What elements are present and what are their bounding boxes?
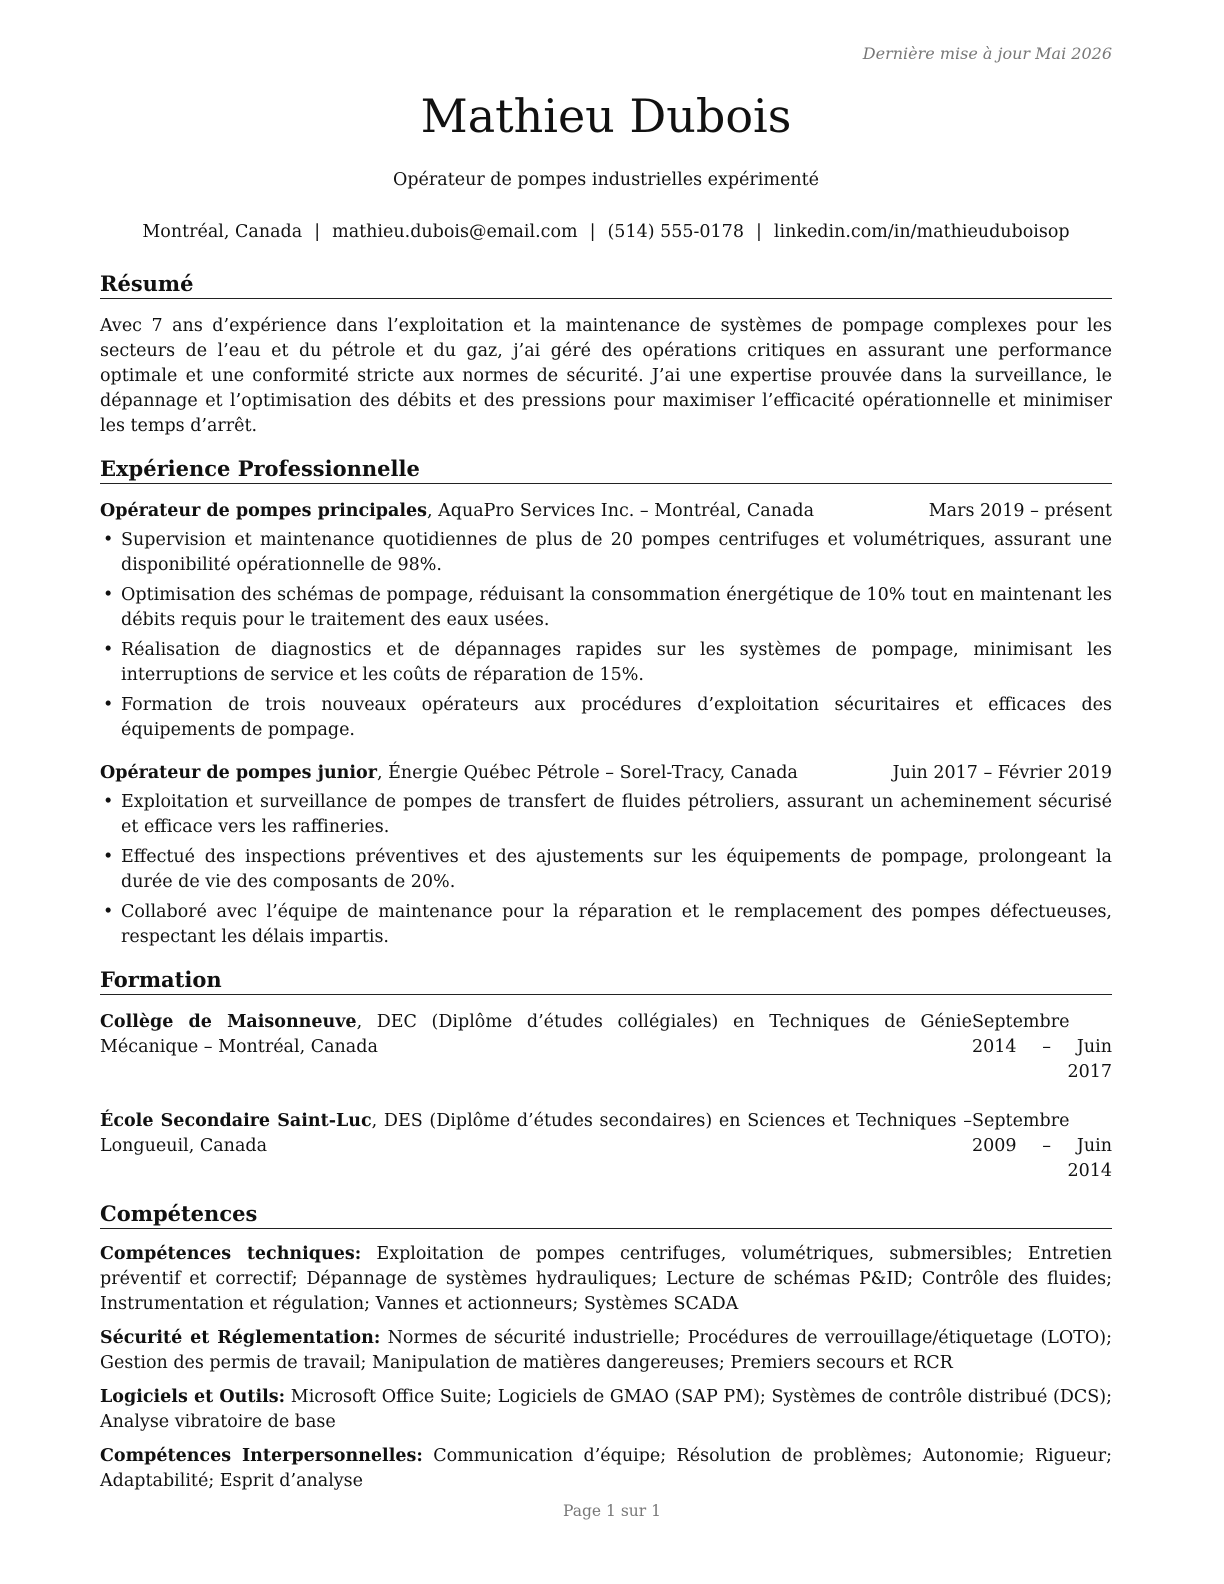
skill-group xyxy=(100,1385,1112,1435)
last-updated-date: Dernière mise à jour Mai 2026 xyxy=(862,44,1112,63)
job-bullet-text: Réalisation de diagnostics et de dépannages rapides sur les systèmes de pompage, minimisant les interruptions de service et les coûts de réparation de 15%. xyxy=(121,640,1112,685)
skill-group-label: Sécurité et Réglementation: xyxy=(100,1328,381,1348)
skill-group xyxy=(100,1242,1112,1317)
job-bullet xyxy=(100,528,1112,578)
job-bullet-text: Exploitation et surveillance de pompes de transfert de fluides pétroliers, assurant un acheminement sécurisé et efficace vers les raffineries. xyxy=(121,792,1112,837)
section-title-skills: Compétences xyxy=(100,1200,1112,1229)
job-bullet-text: Supervision et maintenance quotidiennes de plus de 20 pompes centrifuges et volumétriques, assurant une disponibilité opérationnelle de 98%. xyxy=(121,530,1112,575)
job-bullets xyxy=(100,528,1112,743)
education-entry xyxy=(100,1109,1112,1184)
job-header xyxy=(100,761,1112,786)
job-bullet-text: Effectué des inspections préventives et des ajustements sur les équipements de pompage, prolongeant la durée de vie des composants de 20%. xyxy=(121,847,1112,892)
section-title-education: Formation xyxy=(100,966,1112,995)
candidate-tagline: Opérateur de pompes industrielles expérimenté xyxy=(393,170,819,190)
section-title-summary: Résumé xyxy=(100,270,1112,299)
skill-group-text: Exploitation de pompes centrifuges, volumétriques, submersibles; Entretien préventif et correctif; Dépannage de systèmes hydrauliques; Lecture de schémas P&ID; Contrôle des fluides; Instrumentation et régulation; Vannes et actionneurs; Systèmes SCADA xyxy=(100,1244,1112,1314)
bullet-icon: • xyxy=(103,530,114,550)
bullet-icon: • xyxy=(103,847,114,867)
skill-group-label: Compétences techniques: xyxy=(100,1244,362,1264)
job-dates: Mars 2019 – présent xyxy=(928,501,1112,521)
skill-group-label: Compétences Interpersonnelles: xyxy=(100,1446,423,1466)
job-role: Opérateur de pompes principales xyxy=(100,501,427,521)
resume-content xyxy=(100,270,1112,1494)
education-school: Collège de Maisonneuve xyxy=(100,1012,357,1032)
contact-email[interactable]: mathieu.dubois@email.com xyxy=(332,222,578,242)
job-dates: Juin 2017 – Février 2019 xyxy=(892,763,1112,783)
contact-phone: (514) 555-0178 xyxy=(607,222,744,242)
education-description xyxy=(100,1010,972,1085)
job-bullet xyxy=(100,693,1112,743)
bullet-icon: • xyxy=(103,640,114,660)
education-description xyxy=(100,1109,972,1184)
job-header xyxy=(100,499,1112,524)
education-details: , DES (Diplôme d’études secondaires) en Sciences et Techniques – Longueuil, Canada xyxy=(100,1111,972,1156)
job-role-company xyxy=(100,761,798,786)
job-bullet-text: Optimisation des schémas de pompage, réduisant la consommation énergétique de 10% tout en maintenant les débits requis pour le traitement des eaux usées. xyxy=(121,585,1112,630)
bullet-icon: • xyxy=(103,695,114,715)
education-dates: Septembre 2009 – Juin 2014 xyxy=(972,1111,1112,1181)
skills-section xyxy=(100,1200,1112,1494)
job-bullets xyxy=(100,790,1112,950)
job-role-company xyxy=(100,499,814,524)
summary-text: Avec 7 ans d’expérience dans l’exploitation et la maintenance de systèmes de pompage complexes pour les secteurs de l’eau et du pétrole et du gaz, j’ai géré des opérations critiques en assurant une performance optimale et une conformité stricte aux normes de sécurité. J’ai une expertise prouvée dans la surveillance, le dépannage et l’optimisation des débits et des pressions pour maximiser l’efficacité opérationnelle et minimiser les temps d’arrêt. xyxy=(100,316,1112,436)
education-details: , DEC (Diplôme d’études collégiales) en Techniques de Génie Mécanique – Montréal, Canada xyxy=(100,1012,973,1057)
skill-group-text: Communication d’équipe; Résolution de problèmes; Autonomie; Rigueur; Adaptabilité; Esprit d’analyse xyxy=(100,1446,1113,1491)
skill-group-text: Microsoft Office Suite; Logiciels de GMAO (SAP PM); Systèmes de contrôle distribué (DCS); Analyse vibratoire de base xyxy=(100,1387,1112,1432)
bullet-icon: • xyxy=(103,792,114,812)
job-role: Opérateur de pompes junior xyxy=(100,763,377,783)
education-entry xyxy=(100,1010,1112,1085)
contact-line xyxy=(100,220,1112,244)
job-bullet-text: Collaboré avec l’équipe de maintenance pour la réparation et le remplacement des pompes défectueuses, respectant les délais impartis. xyxy=(121,902,1112,947)
summary-section xyxy=(100,270,1112,439)
contact-separator: | xyxy=(755,222,762,242)
contact-separator: | xyxy=(314,222,321,242)
contact-separator: | xyxy=(589,222,596,242)
experience-section xyxy=(100,455,1112,950)
skill-group-label: Logiciels et Outils: xyxy=(100,1387,286,1407)
job-bullet xyxy=(100,638,1112,688)
section-title-experience: Expérience Professionnelle xyxy=(100,455,1112,484)
education-school: École Secondaire Saint-Luc xyxy=(100,1111,372,1131)
job-bullet-text: Formation de trois nouveaux opérateurs aux procédures d’exploitation sécuritaires et efficaces des équipements de pompage. xyxy=(121,695,1112,740)
job-company: , AquaPro Services Inc. – Montréal, Canada xyxy=(426,501,815,521)
contact-location: Montréal, Canada xyxy=(142,222,303,242)
job-entry xyxy=(100,761,1112,950)
job-bullet xyxy=(100,845,1112,895)
resume-page xyxy=(100,0,1112,1584)
job-company: , Énergie Québec Pétrole – Sorel-Tracy, Canada xyxy=(376,763,798,783)
education-dates: Septembre 2014 – Juin 2017 xyxy=(972,1012,1112,1082)
page-number: Page 1 sur 1 xyxy=(563,1502,661,1520)
job-bullet xyxy=(100,790,1112,840)
skill-group xyxy=(100,1326,1112,1376)
contact-linkedin[interactable]: linkedin.com/in/mathieuduboisop xyxy=(773,222,1070,242)
skill-group xyxy=(100,1444,1112,1494)
bullet-icon: • xyxy=(103,902,114,922)
job-bullet xyxy=(100,900,1112,950)
education-section xyxy=(100,966,1112,1184)
job-bullet xyxy=(100,583,1112,633)
candidate-name: Mathieu Dubois xyxy=(420,89,792,143)
skill-group-text: Normes de sécurité industrielle; Procédures de verrouillage/étiquetage (LOTO); Gestion des permis de travail; Manipulation de matières dangereuses; Premiers secours et RCR xyxy=(100,1328,1112,1373)
job-entry xyxy=(100,499,1112,743)
bullet-icon: • xyxy=(103,585,114,605)
